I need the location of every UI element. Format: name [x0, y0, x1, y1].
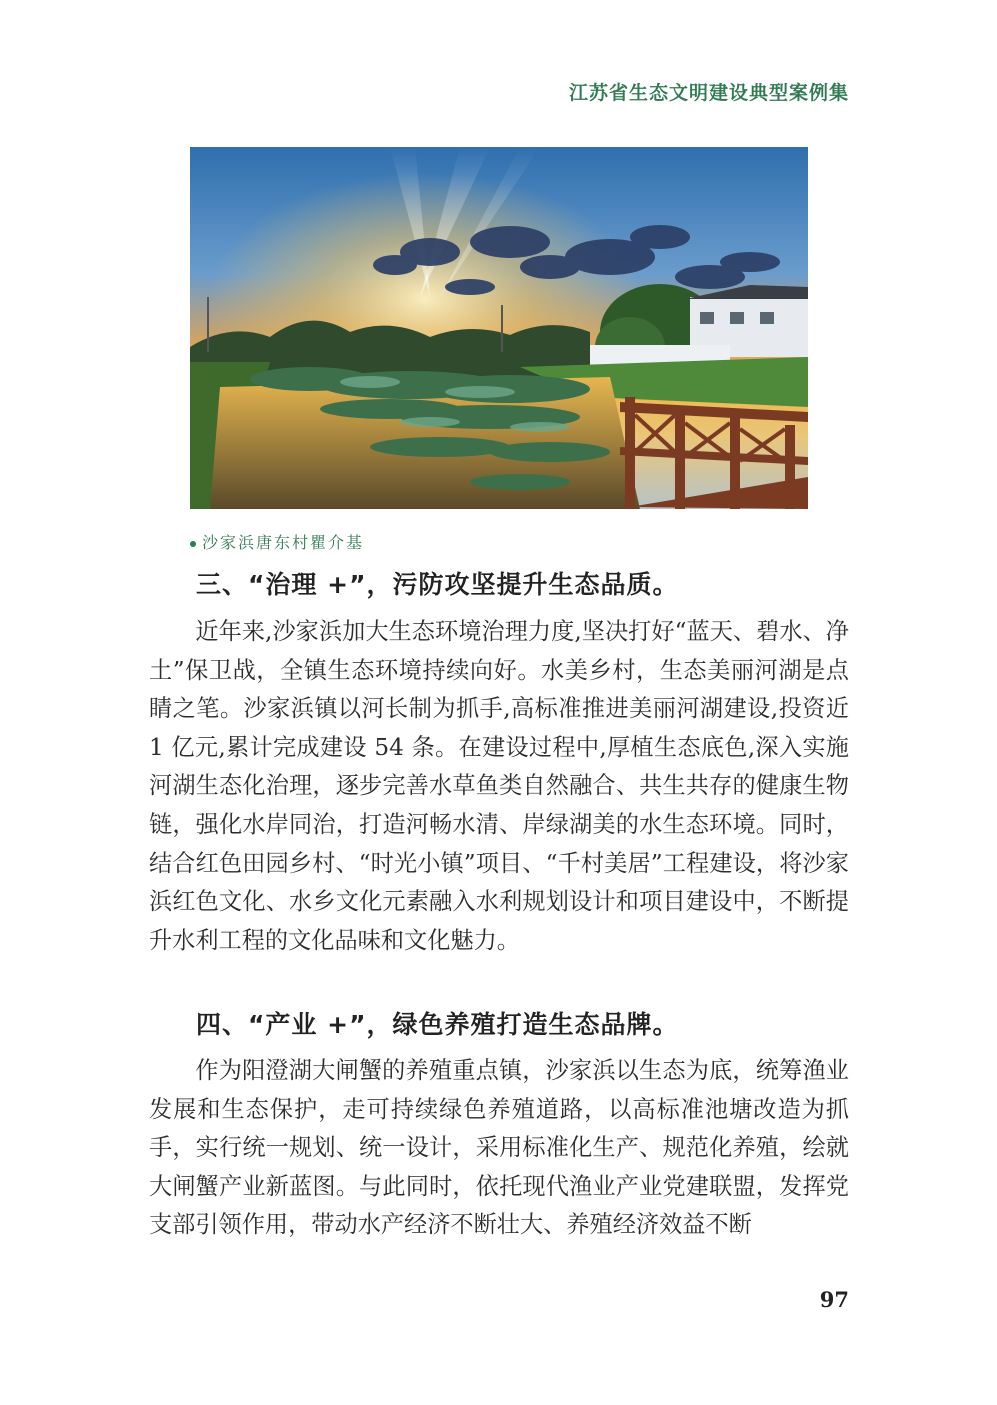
page-number: 97 [819, 1287, 849, 1312]
village-pond-photo [190, 147, 808, 509]
photo-caption [190, 530, 364, 553]
section-paragraph-governance: 近年来,沙家浜加大生态环境治理力度,坚决打好“蓝天、碧水、净土”保卫战，全镇生态环境持续向好。水美乡村，生态美丽河湖是点睛之笔。沙家浜镇以河长制为抓手,高标准推进美丽河湖建设,投资近 1 亿元,累计完成建设 54 条。在建设过程中,厚植生态底色,深入实施河湖生态化治理，逐步完善水草鱼类自然融合、共生共存的健康生物链，强化水岸同治，打造河畅水清、岸绿湖美的水生态环境。同时，结合红色田园乡村、“时光小镇”项目、“千村美居”工程建设，将沙家浜红色文化、水乡文化元素融入水利规划设计和项目建设中，不断提升水利工程的文化品味和文化魅力。 [149, 618, 849, 954]
section-paragraph-industry: 作为阳澄湖大闸蟹的养殖重点镇，沙家浜以生态为底，统筹渔业发展和生态保护，走可持续绿色养殖道路，以高标准池塘改造为抓手，实行统一规划、统一设计，采用标准化生产、规范化养殖，绘就大闸蟹产业新蓝图。与此同时，依托现代渔业产业党建联盟，发挥党支部引领作用，带动水产经济不断壮大、养殖经济效益不断 [149, 1057, 849, 1239]
caption-text: 沙家浜唐东村瞿介基 [202, 533, 365, 552]
caption-bullet-icon [190, 541, 196, 547]
running-header-book-title: 江苏省生态文明建设典型案例集 [568, 82, 849, 104]
section-heading-governance: 三、“治理 +”，污防攻坚提升生态品质。 [196, 570, 679, 599]
section-heading-industry: 四、“产业 +”，绿色养殖打造生态品牌。 [196, 1010, 679, 1039]
